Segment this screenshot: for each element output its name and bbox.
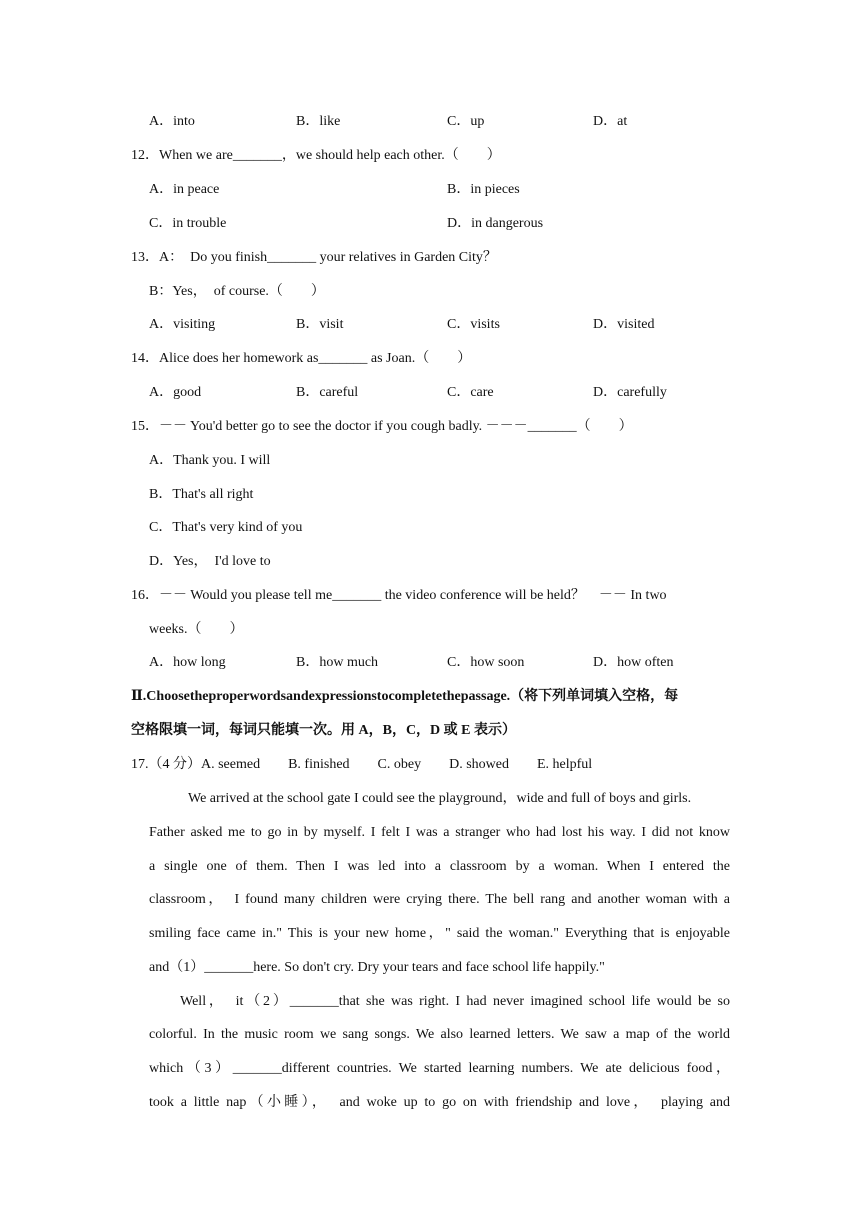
q13-stem: 13．A： Do you finish_______ your relatives in Garden City？ — [131, 250, 497, 265]
passage-line: Father asked me to go in by myself. I felt I was a stranger who had lost his way. I did not know — [149, 825, 730, 840]
q13-option-a: A．visiting — [149, 317, 216, 332]
section-2-instruction-cont: 空格限填一词，每词只能填一次。用 A，B，C，D 或 E 表示） — [131, 723, 517, 738]
passage-line: classroom， I found many children were crying there. The bell rang and another woman with a — [149, 892, 730, 907]
passage-line: which（3）_______different countries. We started learning numbers. We ate delicious food， — [149, 1061, 730, 1076]
q11-option-d: D．at — [593, 114, 628, 129]
passage-line: Well， it（2）_______that she was right. I had never imagined school life would be so — [180, 994, 730, 1009]
passage-line: We arrived at the school gate I could see the playground，wide and full of boys and girls. — [188, 791, 692, 806]
passage-line: took a little nap（小睡）， and woke up to go on with friendship and love， playing and — [149, 1095, 730, 1110]
q14-option-c: C．care — [447, 385, 494, 400]
q16-option-b: B．how much — [296, 655, 379, 670]
q12-option-a: A．in peace — [149, 182, 220, 197]
q13-stem-reply: B：Yes， of course.（ ） — [149, 284, 325, 299]
q12-option-b: B．in pieces — [447, 182, 520, 197]
q12-option-d: D．in dangerous — [447, 216, 544, 231]
q16-option-a: A．how long — [149, 655, 226, 670]
q14-stem: 14．Alice does her homework as_______ as Joan.（ ） — [131, 351, 472, 366]
q13-option-c: C．visits — [447, 317, 500, 332]
q15-option-b: B．That's all right — [149, 487, 254, 502]
q14-option-b: B．careful — [296, 385, 359, 400]
q15-option-a: A．Thank you. I will — [149, 453, 271, 468]
q12-stem: 12．When we are_______，we should help each other.（ ） — [131, 148, 501, 163]
q11-option-b: B．like — [296, 114, 341, 129]
q13-option-b: B．visit — [296, 317, 344, 332]
q16-option-d: D．how often — [593, 655, 674, 670]
q16-stem-cont: weeks.（ ） — [149, 622, 244, 637]
q12-option-c: C．in trouble — [149, 216, 227, 231]
passage-line: colorful. In the music room we sang songs. We also learned letters. We saw a map of the world — [149, 1027, 730, 1042]
q17-word-bank: 17.（4 分）A. seemed B. finished C. obey D. showed E. helpful — [131, 757, 593, 772]
q11-option-c: C．up — [447, 114, 485, 129]
q16-stem: 16．－－ Would you please tell me_______ the video conference will be held？ －－ In two — [131, 588, 667, 603]
q13-option-d: D．visited — [593, 317, 655, 332]
q16-option-c: C．how soon — [447, 655, 525, 670]
passage-line: and（1）_______here. So don't cry. Dry your tears and face school life happily." — [149, 960, 605, 975]
passage-line: smiling face came in." This is your new home，" said the woman." Everything that is enjoyable — [149, 926, 730, 941]
q14-option-d: D．carefully — [593, 385, 667, 400]
q15-option-c: C．That's very kind of you — [149, 520, 303, 535]
q15-option-d: D．Yes， I'd love to — [149, 554, 271, 569]
q15-stem: 15．－－ You'd better go to see the doctor if you cough badly. －－－_______（ ） — [131, 419, 633, 434]
section-2-instruction: Ⅱ.Choosetheproperwordsandexpressionstocompletethepassage.（将下列单词填入空格，每 — [131, 689, 679, 704]
passage-line: a single one of them. Then I was led into a classroom by a woman. When I entered the — [149, 859, 730, 874]
q11-option-a: A．into — [149, 114, 195, 129]
q14-option-a: A．good — [149, 385, 202, 400]
